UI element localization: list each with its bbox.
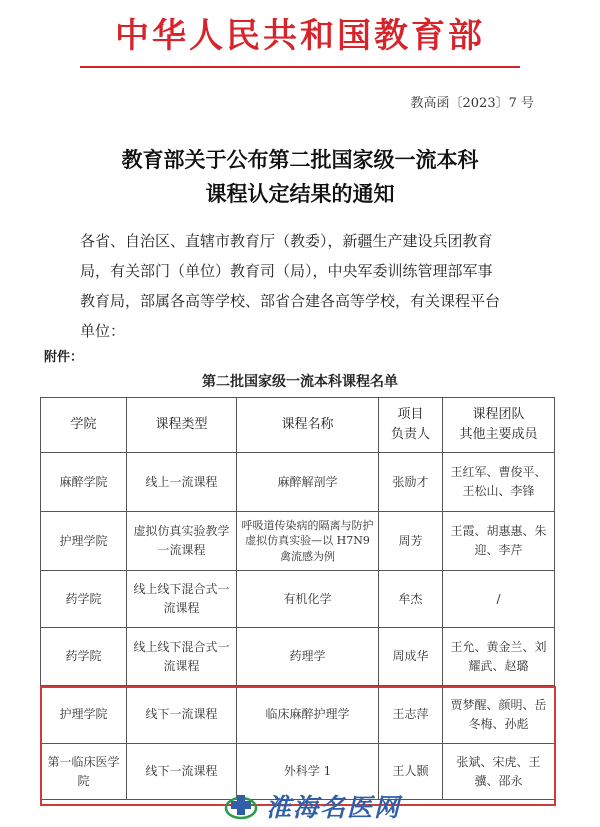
table-row: [41, 686, 555, 744]
header-team-line1: 课程团队: [472, 406, 525, 422]
watermark-text: 淮海名医网: [266, 793, 402, 822]
cell-type: 线下一流课程: [127, 744, 237, 800]
attachment-label: 附件：: [44, 350, 84, 365]
cell-type: 线上线下混合式一流课程: [127, 571, 237, 628]
cell-team: 王允、黄金兰、刘耀武、赵璐: [443, 628, 555, 686]
cell-college: 护理学院: [41, 512, 127, 571]
cell-type: 虚拟仿真实验教学一流课程: [127, 512, 237, 571]
cell-team: 王红军、曹俊平、王松山、李锋: [443, 453, 555, 512]
cell-lead: 周成华: [379, 628, 443, 686]
cell-name: 麻醉解剖学: [237, 453, 379, 512]
cell-lead: 王人颢: [379, 744, 443, 800]
cell-name: 外科学 1: [237, 744, 379, 800]
cell-college: 药学院: [41, 571, 127, 628]
table-header-row: [41, 398, 555, 453]
masthead: 中华人民共和国教育部: [115, 16, 485, 56]
red-divider: [80, 66, 520, 68]
table-row: [41, 571, 555, 628]
cell-name: 临床麻醉护理学: [237, 686, 379, 744]
table-title: 第二批国家级一流本科课程名单: [202, 374, 398, 390]
medical-cross-icon: [224, 791, 258, 821]
table-row: [41, 628, 555, 686]
cell-name: 呼吸道传染病的隔离与防护虚拟仿真实验—以 H7N9 禽流感为例: [237, 512, 379, 571]
cell-type: 线上一流课程: [127, 453, 237, 512]
cell-team: 王霞、胡惠惠、朱迎、李芹: [443, 512, 555, 571]
notice-title-line-1: 教育部关于公布第二批国家级一流本科: [121, 147, 479, 172]
cell-type: 线上线下混合式一流课程: [127, 628, 237, 686]
cell-name: 药理学: [237, 628, 379, 686]
course-table: [40, 397, 555, 800]
cell-lead: 王志萍: [379, 686, 443, 744]
cell-team: /: [443, 571, 555, 628]
cell-lead: 周芳: [379, 512, 443, 571]
document-number: 教高函〔2023〕7 号: [410, 96, 534, 111]
table-row: [41, 512, 555, 571]
cell-college: 护理学院: [41, 686, 127, 744]
body-line: 局，有关部门（单位）教育司（局），中央军委训练管理部军事: [80, 262, 493, 280]
header-type: 课程类型: [127, 398, 237, 453]
header-college: 学院: [41, 398, 127, 453]
notice-title-line-2: 课程认定结果的通知: [205, 181, 395, 206]
table-row: [41, 453, 555, 512]
header-lead-line1: 项目: [397, 406, 424, 422]
cell-name: 有机化学: [237, 571, 379, 628]
body-line: 教育局，部属各高等学校、部省合建各高等学校，有关课程平台: [80, 292, 501, 310]
body-line: 各省、自治区、直辖市教育厅（教委），新疆生产建设兵团教育: [80, 232, 493, 250]
cell-lead: 张励才: [379, 453, 443, 512]
body-line: 单位：: [80, 322, 126, 340]
cell-college: 麻醉学院: [41, 453, 127, 512]
cell-team: 贾梦醒、颜明、岳冬梅、孙彪: [443, 686, 555, 744]
cell-college: 第一临床医学院: [41, 744, 127, 800]
header-team: [443, 398, 555, 453]
header-team-line2: 其他主要成员: [459, 427, 538, 442]
cell-team: 张斌、宋虎、王骥、邵永: [443, 744, 555, 800]
header-name: 课程名称: [237, 398, 379, 453]
header-lead: [379, 398, 443, 453]
cell-college: 药学院: [41, 628, 127, 686]
watermark: [224, 788, 600, 824]
header-lead-line2: 负责人: [390, 427, 430, 442]
cell-type: 线下一流课程: [127, 686, 237, 744]
cell-lead: 牟杰: [379, 571, 443, 628]
